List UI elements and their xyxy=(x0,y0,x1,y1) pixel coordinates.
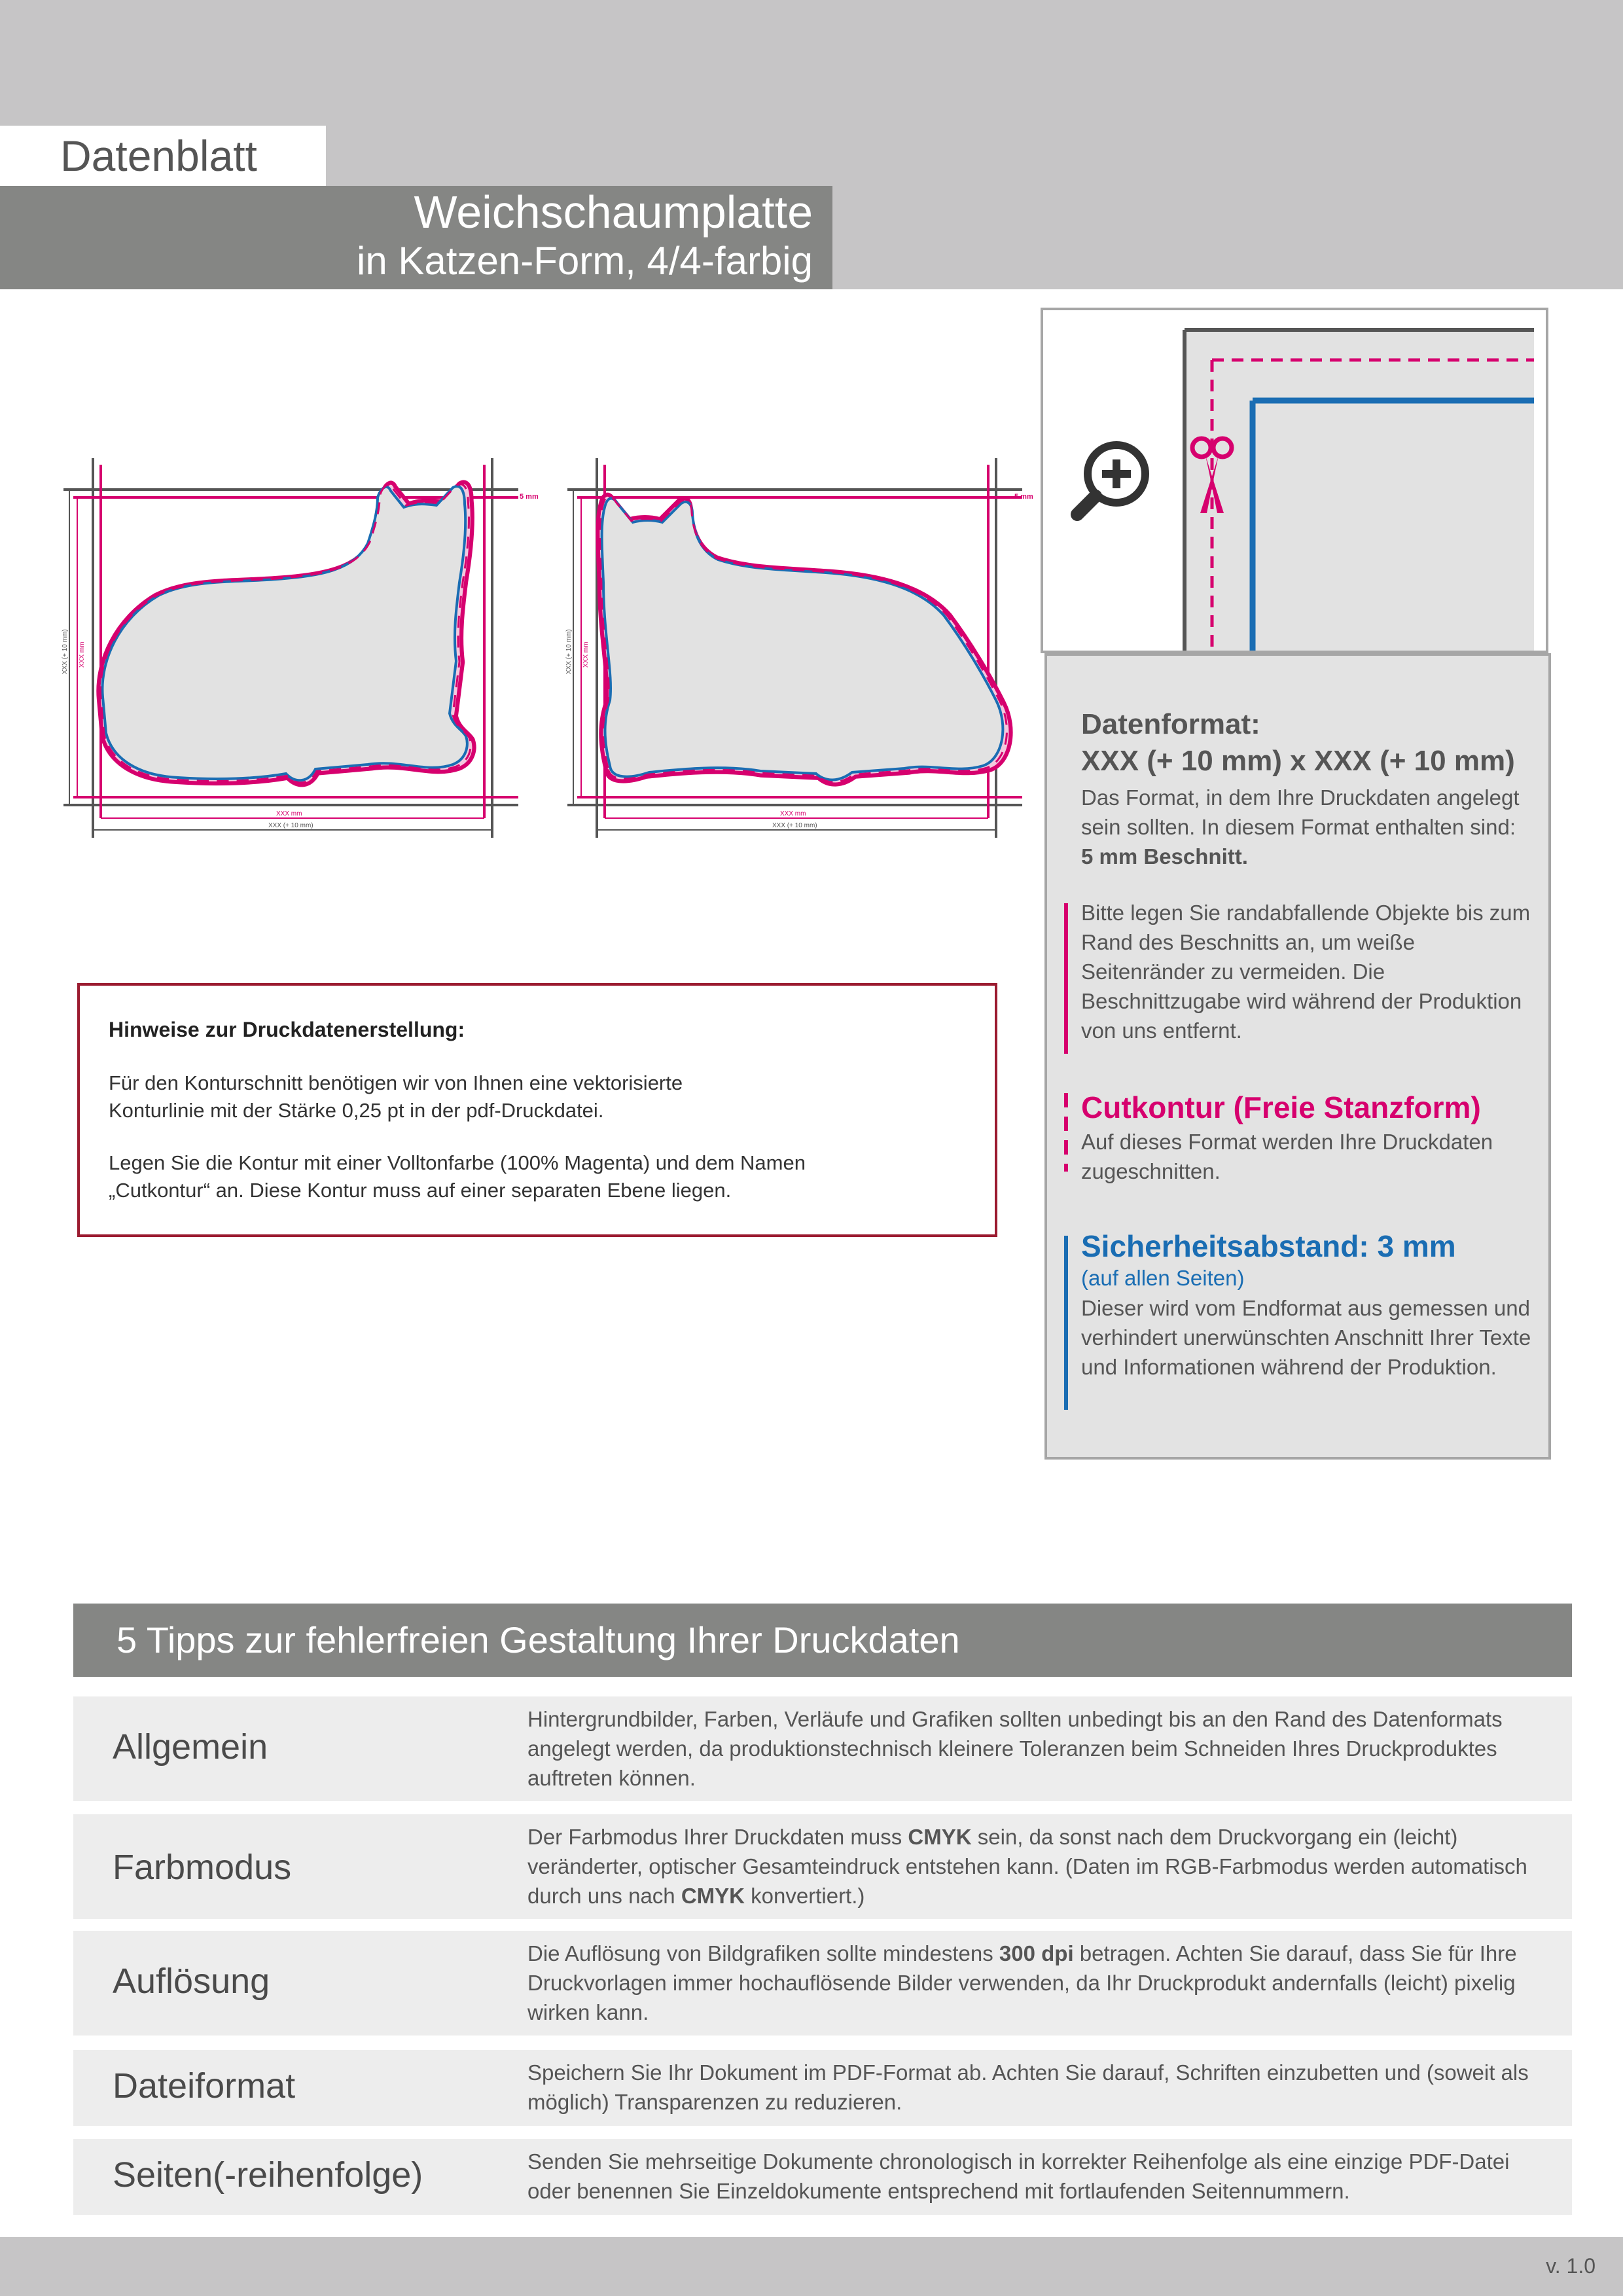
tip-row-seitenreihenfolge xyxy=(73,2139,1572,2215)
bleed-marker xyxy=(1064,903,1068,1054)
doc-label: Datenblatt xyxy=(60,132,257,180)
bleed-label: 5 mm xyxy=(1014,493,1033,501)
height-total-label: XXX (+ 10 mm) xyxy=(62,629,69,674)
product-title: Weichschaumplatte xyxy=(414,187,813,238)
tip-row-allgemein xyxy=(73,1696,1572,1801)
safety-text: Dieser wird vom Endformat aus gemessen und verhindert unerwünschten Anschnitt Ihrer Texte und Informationen während der Produktion. xyxy=(1081,1296,1531,1379)
safety-subheading: (auf allen Seiten) xyxy=(1081,1266,1245,1290)
width-label: XXX mm xyxy=(276,810,302,817)
bleed-text: Bitte legen Sie randabfallende Objekte bis zum Rand des Beschnitts an, um weiße Seitenränder zu vermeiden. Die Beschnittzugabe wird während der Produktion von uns entfernt. xyxy=(1081,901,1531,1043)
notes-title: Hinweise zur Druckdatenerstellung: xyxy=(109,1018,465,1041)
tip-label: Auflösung xyxy=(113,1962,270,2001)
product-subtitle: in Katzen-Form, 4/4-farbig xyxy=(357,239,813,283)
cut-heading: Cutkontur (Freie Stanzform) xyxy=(1081,1090,1481,1124)
bleed-label: 5 mm xyxy=(520,493,539,501)
format-description: Das Format, in dem Ihre Druckdaten angelegt sein sollten. In diesem Format enthalten sind: 5 mm Beschnitt. xyxy=(1081,785,1520,869)
width-total-label: XXX (+ 10 mm) xyxy=(268,822,313,829)
height-label: XXX mm xyxy=(79,641,86,668)
tip-text: Der Farbmodus Ihrer Druckdaten muss CMYK sein, da sonst nach dem Druckvorgang ein (leicht) veränderter, optischer Gesamteindruck entstehen kann. (Daten im RGB-Farbmodus werden automatisch durch uns nach CMYK konvertiert.) xyxy=(527,1825,1527,1908)
notes-paragraph-1: Für den Konturschnitt benötigen wir von Ihnen eine vektorisierte Konturlinie mit der Stärke 0,25 pt in der pdf-Druckdatei. xyxy=(109,1071,683,1122)
width-total-label: XXX (+ 10 mm) xyxy=(772,822,817,829)
format-size: XXX (+ 10 mm) x XXX (+ 10 mm) xyxy=(1081,745,1515,777)
tip-text: Hintergrundbilder, Farben, Verläufe und Grafiken sollten unbedingt bis an den Rand des Datenformats angelegt werden, da produktionstechnisch kleinere Toleranzen beim Schneiden Ihres Druckproduktes auftreten können. xyxy=(527,1707,1503,1790)
height-total-label: XXX (+ 10 mm) xyxy=(565,629,573,674)
tip-label: Allgemein xyxy=(113,1727,268,1767)
version-label: v. 1.0 xyxy=(1546,2254,1596,2278)
footer-band xyxy=(0,2237,1623,2296)
tip-row-dateiformat xyxy=(73,2050,1572,2126)
zoom-in-icon xyxy=(1077,445,1145,514)
notes-paragraph-2: Legen Sie die Kontur mit einer Volltonfarbe (100% Magenta) und dem Namen „Cutkontur“ an. Diese Kontur muss auf einer separaten Ebene liegen. xyxy=(109,1151,806,1202)
tip-text: Senden Sie mehrseitige Dokumente chronologisch in korrekter Reihenfolge als eine einzige PDF-Datei oder benennen Sie Einzeldokumente entsprechend mit fortlaufenden Seitennummern. xyxy=(527,2149,1510,2203)
cat-diagram-right xyxy=(564,452,1061,844)
cut-marker xyxy=(1064,1093,1068,1172)
tip-text: Die Auflösung von Bildgrafiken sollte mindestens 300 dpi betragen. Achten Sie darauf, dass Sie für Ihre Druckvorlagen immer hochauflösende Bilder verwenden, da Ihr Druckprodukt andernfalls (leicht) pixelig wirken kann. xyxy=(527,1941,1517,2024)
tips-title: 5 Tipps zur fehlerfreien Gestaltung Ihrer Druckdaten xyxy=(116,1619,960,1660)
format-heading: Datenformat: xyxy=(1081,708,1260,740)
tip-row-aufloesung xyxy=(73,1931,1572,2036)
tip-label: Farbmodus xyxy=(113,1848,292,1887)
zoom-detail-frame xyxy=(1041,308,1548,653)
cut-text: Auf dieses Format werden Ihre Druckdaten zugeschnitten. xyxy=(1081,1130,1493,1183)
tip-row-farbmodus xyxy=(73,1814,1572,1919)
safety-heading: Sicherheitsabstand: 3 mm xyxy=(1081,1229,1456,1263)
width-label: XXX mm xyxy=(780,810,806,817)
height-label: XXX mm xyxy=(582,641,590,668)
cat-diagram-left xyxy=(60,452,558,844)
tip-text: Speichern Sie Ihr Dokument im PDF-Format ab. Achten Sie darauf, Schriften einzubetten und (soweit als möglich) Transparenzen zu reduzieren. xyxy=(527,2060,1529,2114)
tip-label: Seiten(-reihenfolge) xyxy=(113,2155,423,2195)
safety-marker xyxy=(1064,1236,1068,1410)
tip-label: Dateiformat xyxy=(113,2066,296,2106)
zoom-detail xyxy=(1043,310,1546,651)
